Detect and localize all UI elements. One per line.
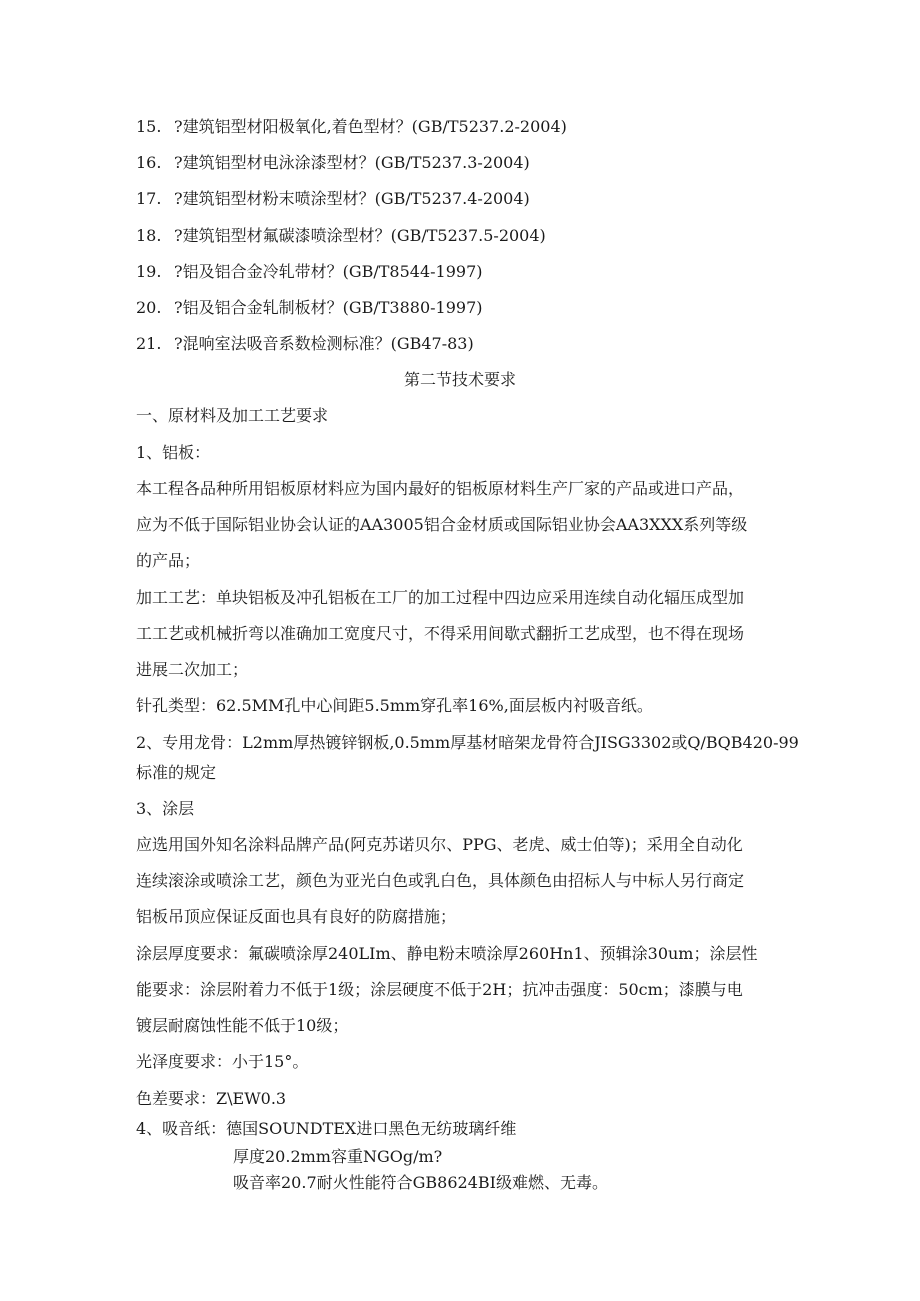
standard-number: 16. (136, 153, 162, 172)
aluminum-para-line: 应为不低于国际铝业协会认证的AA3005铝合金材质或国际铝业协会AA3XXX系列等级 (136, 515, 748, 534)
standard-number: 18. (136, 226, 162, 245)
standard-number: 21. (136, 334, 162, 353)
standard-item-16 (136, 152, 530, 174)
standard-item-18 (136, 225, 546, 247)
standard-text: ?铝及铝合金冷轧带材？(GB/T8544-1997) (174, 262, 483, 281)
coating-para-line: 应选用国外知名涂料品牌产品(阿克苏诺贝尔、PPG、老虎、威士伯等)；采用全自动化 (136, 835, 743, 854)
process-para-line: 工工艺或机械折弯以准确加工宽度尺寸，不得采用间歇式翻折工艺成型，也不得在现场 (136, 624, 745, 643)
standard-text: ?混响室法吸音系数检测标准？(GB47-83) (174, 334, 474, 353)
standard-number: 15. (136, 117, 162, 136)
color-difference-requirement: 色差要求：Z\EW0.3 (136, 1089, 287, 1108)
standard-item-20 (136, 297, 483, 319)
standard-item-17 (136, 188, 530, 210)
standard-text: ?建筑铝型材粉末喷涂型材？(GB/T5237.4-2004) (174, 189, 530, 208)
standard-text: ?建筑铝型材阳极氧化,着色型材？(GB/T5237.2-2004) (174, 117, 567, 136)
process-para-line: 加工工艺：单块铝板及冲孔铝板在工厂的加工过程中四边应采用连续自动化辐压成型加 (136, 588, 745, 607)
section-title: 第二节技术要求 (403, 370, 516, 389)
keel-spec-line: 标准的规定 (136, 763, 217, 782)
standard-number: 20. (136, 298, 162, 317)
section-heading-materials: 一、原材料及加工工艺要求 (136, 406, 329, 425)
standard-number: 19. (136, 262, 162, 281)
aluminum-heading: 1、铝板： (136, 443, 211, 462)
keel-spec-line: 2、专用龙骨：L2mm厚热镀锌钢板,0.5mm厚基材暗架龙骨符合JISG3302或Q/BQB420-99 (136, 733, 799, 752)
standard-item-21 (136, 333, 474, 355)
standard-number: 17. (136, 189, 162, 208)
coating-para-line: 连续滚涂或喷涂工艺，颜色为亚光白色或乳白色，具体颜色由招标人与中标人另行商定 (136, 871, 745, 890)
aluminum-para-line: 本工程各品种所用铝板原材料应为国内最好的铝板原材料生产厂家的产品或进口产品， (136, 479, 745, 498)
coating-thickness-line: 能要求：涂层附着力不低于1级；涂层硬度不低于2H；抗冲击强度：50cm；漆膜与电 (136, 980, 743, 999)
standard-text: ?建筑铝型材电泳涂漆型材？(GB/T5237.3-2004) (174, 153, 530, 172)
coating-thickness-line: 镀层耐腐蚀性能不低于10级； (136, 1016, 349, 1035)
sound-paper-thickness: 厚度20.2mm容重NGOg/m? (233, 1147, 443, 1166)
standard-text: ?建筑铝型材氟碳漆喷涂型材？(GB/T5237.5-2004) (174, 226, 546, 245)
sound-paper-absorption: 吸音率20.7耐火性能符合GB8624BI级难燃、无毒。 (233, 1173, 608, 1192)
standard-item-15 (136, 116, 567, 138)
coating-para-line: 铝板吊顶应保证反面也具有良好的防腐措施； (136, 907, 457, 926)
coating-thickness-line: 涂层厚度要求：氟碳喷涂厚240LIm、静电粉末喷涂厚260Hn1、预辑涂30um；涂层性 (136, 944, 758, 963)
coating-heading: 3、涂层 (136, 799, 195, 818)
standard-item-19 (136, 261, 483, 283)
sound-paper-heading: 4、吸音纸：德国SOUNDTEX进口黑色无纺玻璃纤维 (136, 1119, 517, 1138)
aluminum-para-line: 的产品； (136, 551, 201, 570)
standard-text: ?铝及铝合金轧制板材？(GB/T3880-1997) (174, 298, 483, 317)
perforation-spec: 针孔类型：62.5MM孔中心间距5.5mm穿孔率16%,面层板内衬吸音纸。 (136, 696, 653, 715)
gloss-requirement: 光泽度要求：小于15°。 (136, 1052, 309, 1071)
process-para-line: 进展二次加工； (136, 660, 249, 679)
